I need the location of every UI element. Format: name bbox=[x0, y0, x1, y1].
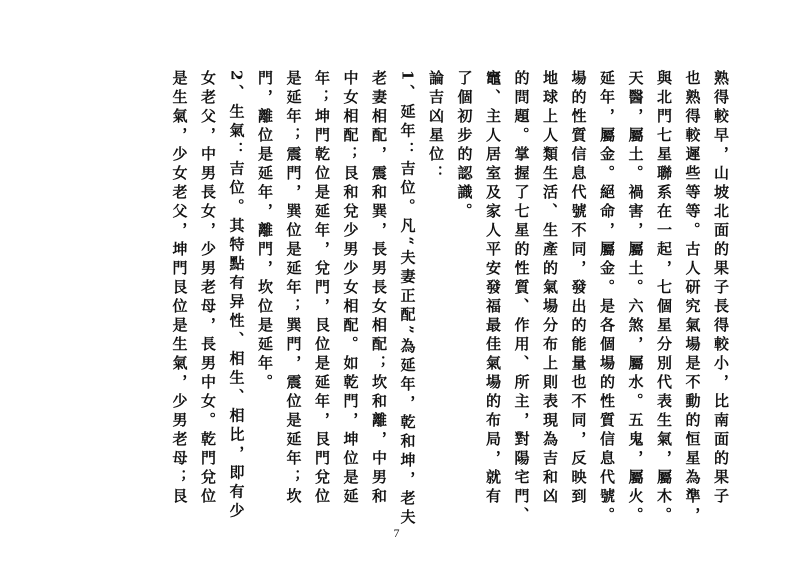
text-column: 的問題。掌握了七星的性質、作用、所主，對陽宅門、 bbox=[512, 70, 531, 526]
text-column: 竈、主人居室及家人平安發福最佳氣場的布局，就有 bbox=[484, 70, 502, 507]
text-column: 熟得較早，山坡北面的果子長得較小，比南面的果子 bbox=[712, 70, 730, 507]
text-column: 老妻相配，震和巽，長男長女相配；坎和離，中男和 bbox=[370, 70, 388, 507]
text-column: 天醫，屬土。禍害，屬土。六煞，屬水。五鬼，屬火。 bbox=[626, 70, 645, 526]
text-column: 延年，屬金。絕命，屬金。是各個場的性質信息代號。 bbox=[598, 70, 616, 526]
text-column: 了個初步的認識。 bbox=[455, 70, 474, 222]
page-number: 7 bbox=[393, 526, 400, 540]
text-column: 年；坤門乾位是延年，兌門，艮位是延年，艮門兌位 bbox=[313, 70, 331, 507]
text-column: 地球上人類生活、生產的氣場分布上則表現為吉和凶 bbox=[541, 70, 559, 507]
text-column: 2、生氣：吉位。其特點有异性、相生、相比，即有少 bbox=[227, 70, 246, 522]
text-column: 是延年；震門，巽位是延年；巽門，震位是延年；坎 bbox=[284, 70, 303, 507]
text-column: 也熟得較遲些等等。古人研究氣場是不動的恒星為準， bbox=[683, 70, 702, 526]
text-column: 是生氣，少女老父，坤門艮位是生氣，少男老母；艮 bbox=[170, 70, 189, 507]
text-column: 場的性質信息代號不同，發出的能量也不同，反映到 bbox=[569, 70, 588, 507]
text-column: 女老父，中男長女，少男老母，長男中女。乾門兌位 bbox=[199, 70, 217, 507]
text-column: 與北門七星聯系在一起，七個星分別代表生氣，屬木。 bbox=[655, 70, 673, 526]
section-heading: 論吉凶星位： bbox=[427, 70, 445, 184]
text-column: 門，離位是延年，離門，坎位是延年。 bbox=[256, 70, 274, 393]
text-column: 中女相配；艮和兌少男少女相配。如乾門，坤位是延 bbox=[341, 70, 360, 507]
vertical-text-body bbox=[165, 70, 735, 528]
text-column: 1、延年：吉位。凡“夫妻正配”為延年，乾和坤，老夫 bbox=[398, 70, 417, 528]
